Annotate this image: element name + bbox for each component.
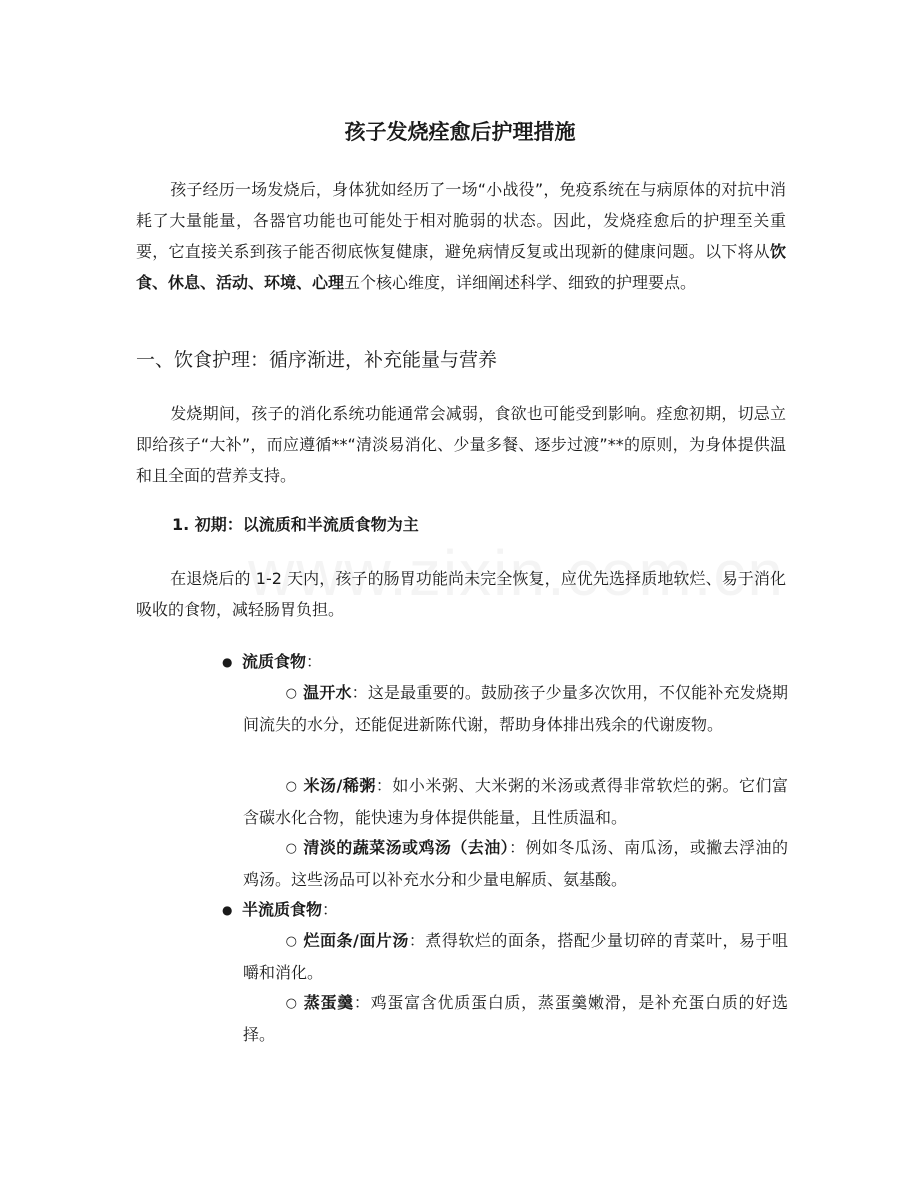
list-subitem (243, 925, 788, 988)
group-label: 半流质食物 (242, 900, 323, 919)
document-title: 孩子发烧痊愈后护理措施 (344, 120, 576, 144)
bullet-dot-icon: ● (222, 655, 233, 669)
list-subitem (243, 832, 788, 895)
diet-paragraph (136, 398, 786, 491)
list-item-semi-liquid-foods (222, 894, 338, 926)
circle-bullet-icon: ○ (285, 686, 297, 701)
circle-bullet-icon: ○ (285, 934, 297, 949)
list-subitem (243, 677, 788, 740)
bullet-dot-icon: ● (222, 903, 233, 917)
initial-paragraph-text: 在退烧后的 1-2 天内，孩子的肠胃功能尚未完全恢复，应优先选择质地软烂、易于消化吸收的食物，减轻肠胃负担。 (136, 569, 786, 619)
item-name: 烂面条/面片汤 (303, 931, 409, 950)
circle-bullet-icon: ○ (285, 996, 297, 1011)
item-name: 清淡的蔬菜汤或鸡汤（去油） (303, 838, 510, 857)
initial-paragraph (136, 563, 786, 625)
item-text: ：煮得软烂的面条，搭配少量切碎的青菜叶，易于咀嚼和消化。 (243, 931, 788, 982)
list-subitem (243, 987, 788, 1050)
section-heading-diet: 一、饮食护理：循序渐进，补充能量与营养 (136, 349, 498, 371)
item-name: 米汤/稀粥 (303, 776, 376, 795)
item-text: ：如小米粥、大米粥的米汤或煮得非常软烂的粥。它们富含碳水化合物，能快速为身体提供能量，且性质温和。 (243, 776, 788, 827)
item-text: ：这是最重要的。鼓励孩子少量多次饮用，不仅能补充发烧期间流失的水分，还能促进新陈代谢，帮助身体排出残余的代谢废物。 (243, 683, 788, 734)
item-text: ：例如冬瓜汤、南瓜汤，或撇去浮油的鸡汤。这些汤品可以补充水分和少量电解质、氨基酸。 (243, 838, 788, 889)
subsection-heading-initial: 1. 初期：以流质和半流质食物为主 (172, 515, 419, 534)
item-text: ：鸡蛋富含优质蛋白质，蒸蛋羹嫩滑，是补充蛋白质的好选择。 (243, 993, 788, 1044)
group-label: 流质食物 (242, 652, 307, 671)
item-name: 温开水 (303, 683, 352, 702)
diet-paragraph-text: 发烧期间，孩子的消化系统功能通常会减弱，食欲也可能受到影响。痊愈初期，切忌立即给孩子“大补”，而应遵循**“清淡易消化、少量多餐、逐步过渡”**的原则，为身体提供温和且全面的营养支持。 (136, 404, 786, 485)
list-item-liquid-foods (222, 646, 322, 678)
intro-paragraph (136, 174, 786, 298)
intro-text-before: 孩子经历一场发烧后，身体犹如经历了一场“小战役”，免疫系统在与病原体的对抗中消耗了大量能量，各器官功能也可能处于相对脆弱的状态。因此，发烧痊愈后的护理至关重要，它直接关系到孩子能否彻底恢复健康，避免病情反复或出现新的健康问题。以下将从 (136, 180, 786, 261)
intro-text-bold: 饮食、休息、活动、环境、心理 (136, 242, 786, 292)
intro-text-after: 五个核心维度，详细阐述科学、细致的护理要点。 (344, 273, 697, 292)
group-suffix: ： (322, 900, 339, 919)
item-name: 蒸蛋羹 (303, 993, 354, 1012)
group-suffix: ： (306, 652, 323, 671)
circle-bullet-icon: ○ (285, 841, 297, 856)
circle-bullet-icon: ○ (285, 779, 297, 794)
list-subitem (243, 770, 788, 833)
